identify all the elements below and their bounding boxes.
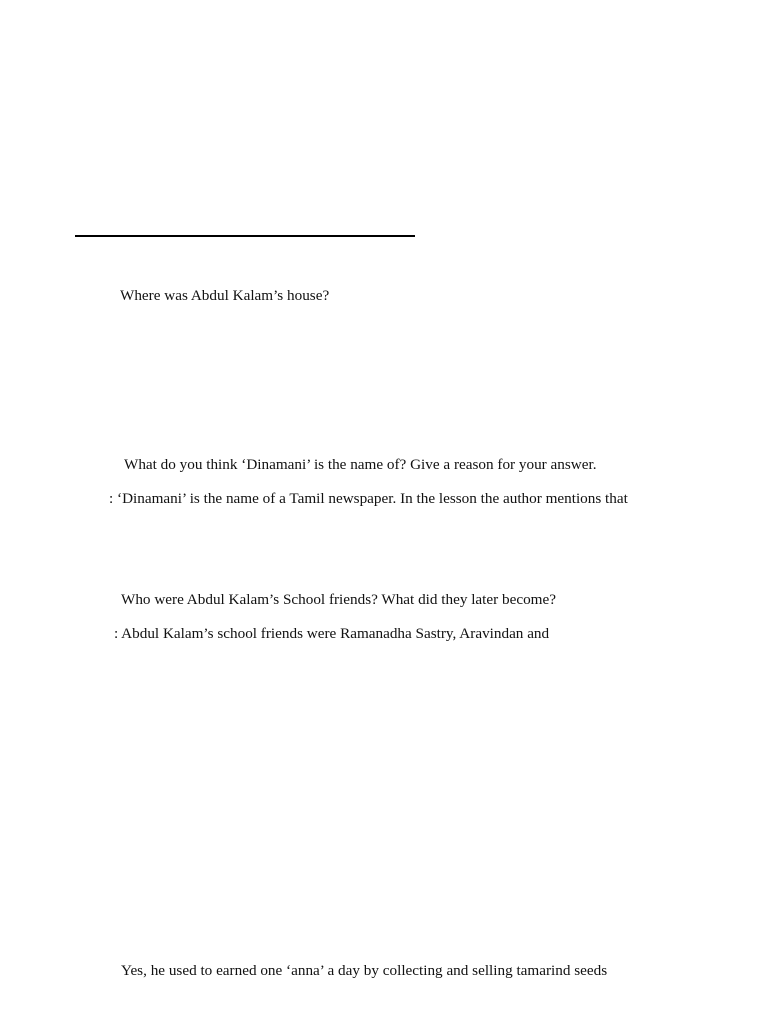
question-house: Where was Abdul Kalam’s house?	[120, 287, 330, 304]
horizontal-rule	[75, 235, 415, 237]
question-dinamani: What do you think ‘Dinamani’ is the name of? Give a reason for your answer.	[124, 456, 597, 473]
answer-dinamani: : ‘Dinamani’ is the name of a Tamil newspaper. In the lesson the author mentions that	[109, 490, 628, 507]
question-school-friends: Who were Abdul Kalam’s School friends? What did they later become?	[121, 591, 556, 608]
answer-school-friends: : Abdul Kalam’s school friends were Ramanadha Sastry, Aravindan and	[114, 625, 550, 642]
answer-tamarind-seeds: Yes, he used to earned one ‘anna’ a day by collecting and selling tamarind seeds	[121, 962, 608, 979]
